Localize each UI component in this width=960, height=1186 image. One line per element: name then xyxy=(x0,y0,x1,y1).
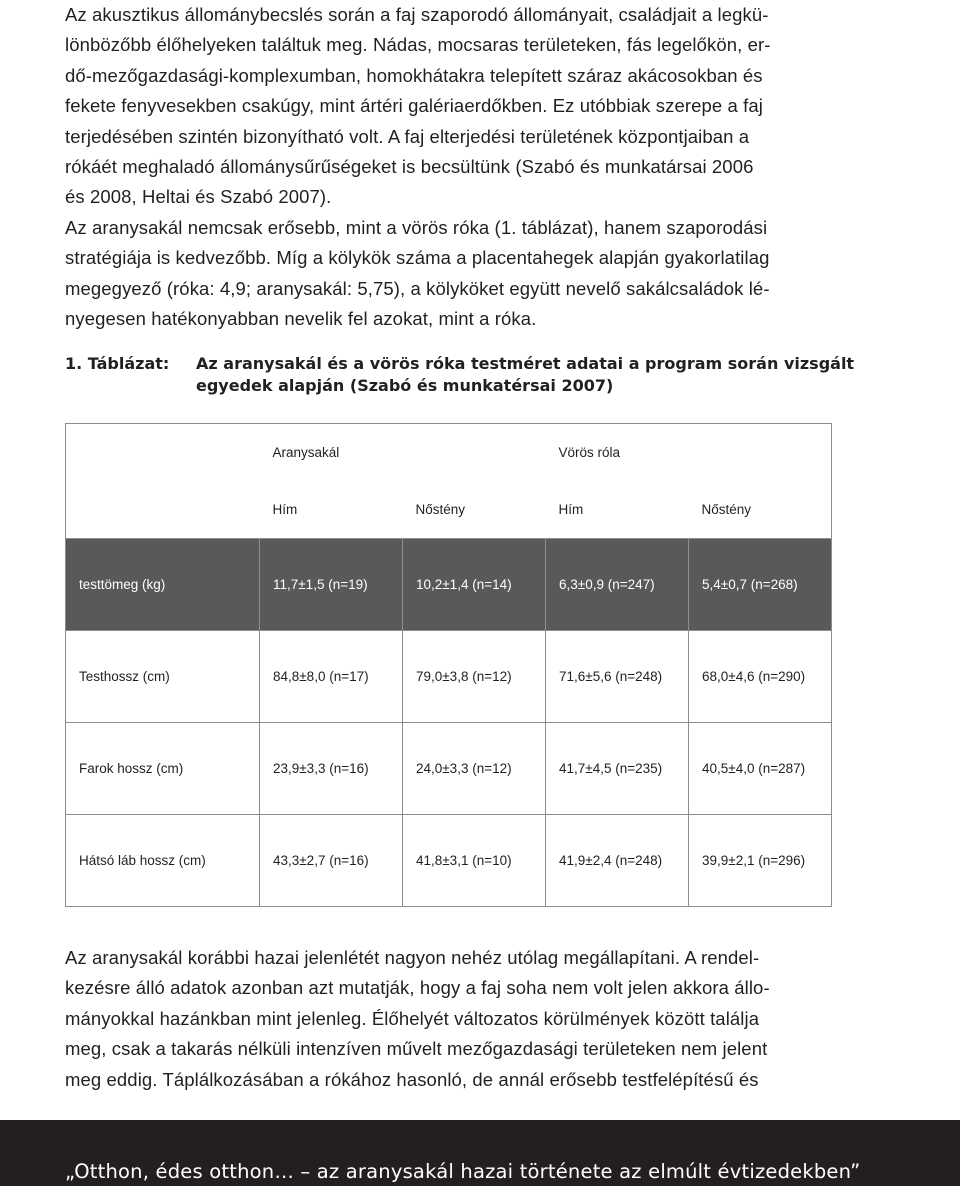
table-cell: 41,8±3,1 (n=10) xyxy=(403,815,546,907)
text-line: terjedésében szintén bizonyítható volt. A faj elterjedési területének központjaiban a xyxy=(65,125,750,147)
row-label: testtömeg (kg) xyxy=(66,539,260,631)
row-label: Hátsó láb hossz (cm) xyxy=(66,815,260,907)
text-line: mányokkal hazánkban mint jelenleg. Élőhelyét változatos körülmények között találja xyxy=(65,1007,760,1029)
page-footer xyxy=(0,1120,960,1186)
text-line: Az aranysakál nemcsak erősebb, mint a vörös róka (1. táblázat), hanem szaporodási xyxy=(65,216,768,238)
text-line: Az akusztikus állománybecslés során a faj szaporodó állományait, családjait a legkü- xyxy=(65,4,769,25)
table-cell: 11,7±1,5 (n=19) xyxy=(260,539,403,631)
table-corner-cell xyxy=(66,424,260,482)
table-cell: 39,9±2,1 (n=296) xyxy=(689,815,832,907)
text-line: lönbözőbb élőhelyeken találtuk meg. Nádas, mocsaras területeken, fás legelőkön, er- xyxy=(65,34,771,56)
text-line: megegyező (róka: 4,9; aranysakál: 5,75), a kölyköket együtt nevelő sakálcsaládok lé- xyxy=(65,277,770,299)
sex-header: Nőstény xyxy=(415,502,466,518)
table-cell: 24,0±3,3 (n=12) xyxy=(403,723,546,815)
table-cell: 23,9±3,3 (n=16) xyxy=(260,723,403,815)
table-cell: 43,3±2,7 (n=16) xyxy=(260,815,403,907)
running-title: „Otthon, édes otthon… – az aranysakál hazai története az elmúlt évtizedekben” xyxy=(65,1160,861,1183)
table-cell: 71,6±5,6 (n=248) xyxy=(546,631,689,723)
body-measurement-table xyxy=(65,423,832,907)
row-label: Farok hossz (cm) xyxy=(66,723,260,815)
table-cell: 5,4±0,7 (n=268) xyxy=(689,539,832,631)
table-row xyxy=(66,631,832,723)
table-row xyxy=(66,539,832,631)
sex-header: Nőstény xyxy=(689,482,832,539)
text-line: meg eddig. Táplálkozásában a rókához hasonló, de annál erősebb testfelépítésű és xyxy=(65,1068,759,1090)
table-corner-cell xyxy=(66,482,260,539)
table-cell: 41,7±4,5 (n=235) xyxy=(546,723,689,815)
table-row xyxy=(66,815,832,907)
sex-header: Hím xyxy=(558,502,584,518)
table-cell: 79,0±3,8 (n=12) xyxy=(403,631,546,723)
text-line: Az aranysakál korábbi hazai jelenlétét nagyon nehéz utólag megállapítani. A rendel- xyxy=(65,947,760,968)
table-cell: 84,8±8,0 (n=17) xyxy=(260,631,403,723)
table-cell: 40,5±4,0 (n=287) xyxy=(689,723,832,815)
table-caption-text: Az aranysakál és a vörös róka testméret adatai a program során vizsgált egyedek alapján (Szabó és munkatérsai 2007) xyxy=(196,354,855,395)
body-paragraph-2 xyxy=(65,943,840,1095)
text-line: dő-mezőgazdasági-komplexumban, homokhátakra telepített száraz akácosokban és xyxy=(65,64,763,86)
row-label: Testhossz (cm) xyxy=(66,631,260,723)
sex-header: Hím xyxy=(272,502,298,518)
table-cell: 41,9±2,4 (n=248) xyxy=(546,815,689,907)
table-row xyxy=(66,723,832,815)
table-caption-number: 1. Táblázat: xyxy=(65,354,170,373)
text-line: stratégiája is kedvezőbb. Míg a kölykök száma a placentahegek alapján gyakorlatilag xyxy=(65,247,770,269)
table-cell: 6,3±0,9 (n=247) xyxy=(546,539,689,631)
species-header-jackal: Aranysakál xyxy=(260,424,546,482)
text-line: rókáét meghaladó állománysűrűségeket is becsültünk (Szabó és munkatársai 2006 xyxy=(65,156,754,178)
species-header-fox: Vörös róla xyxy=(546,424,832,482)
table-cell: 10,2±1,4 (n=14) xyxy=(403,539,546,631)
text-line: és 2008, Heltai és Szabó 2007). xyxy=(65,186,332,208)
text-line: meg, csak a takarás nélküli intenzíven művelt mezőgazdasági területeken nem jelent xyxy=(65,1038,768,1060)
text-line: fekete fenyvesekben csakúgy, mint ártéri galériaerdőkben. Ez utóbbiak szerepe a faj xyxy=(65,95,763,117)
text-line: nyegesen hatékonyabban nevelik fel azokat, mint a róka. xyxy=(65,308,537,330)
body-paragraph-1 xyxy=(65,0,840,334)
table-cell: 68,0±4,6 (n=290) xyxy=(689,631,832,723)
text-line: kezésre álló adatok azonban azt mutatják, hogy a faj soha nem volt jelen akkora állo- xyxy=(65,977,770,999)
